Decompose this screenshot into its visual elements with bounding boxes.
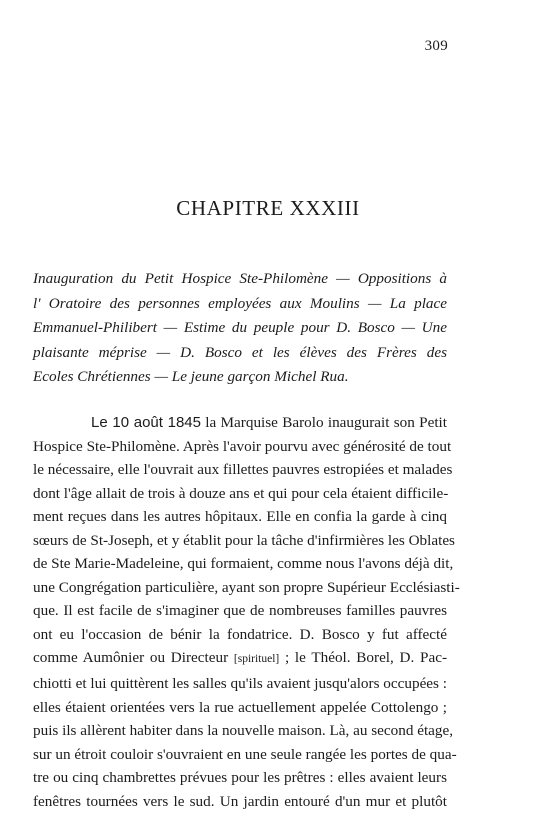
body-line: dont l'âge allait de trois à douze ans et qui pour cela étaient difficile- [33,484,449,502]
chapter-title: CHAPITRE XXXIII [176,196,360,220]
date-text: Le 10 août 1845 [91,414,201,431]
summary-line: l' Oratoire des personnes employées aux Moulins — La place [33,294,447,312]
summary-line: plaisante méprise — D. Bosco et les élèves des Frères des [33,343,447,361]
line-11-before: comme Aumônier ou Directeur [33,649,229,667]
first-line-rest: la Marquise Barolo inaugurait son Petit [205,414,447,431]
spiritual-annotation: [spirituel] [233,653,280,666]
page-number: 309 [424,38,448,54]
body-line: que. Il est facile de s'imaginer que de nombreuses familles pauvres [33,602,447,620]
summary-line: Emmanuel-Philibert — Estime du peuple pour D. Bosco — Une [33,319,447,337]
body-line: fenêtres tournées vers le sud. Un jardin entouré d'un mur et plutôt [33,792,447,810]
chapter-summary [33,267,447,390]
body-line: tre ou cinq chambrettes prévues pour les prêtres : elles avaient leurs [33,769,447,787]
body-line: puis ils allèrent habiter dans la nouvelle maison. Là, au second étage, [33,722,454,740]
line-11-after: ; le Théol. Borel, D. Pac- [284,649,448,667]
summary-line: Ecoles Chrétiennes — Le jeune garçon Michel Rua. [33,368,349,386]
body-line: une Congrégation particulière, ayant son propre Supérieur Ecclésiasti- [33,578,460,596]
body-line-spiritual [33,646,447,672]
body-line: elles étaient orientées vers la rue actuellement appelée Cottolengo ; [33,698,447,716]
body-line: ont eu l'occasion de bénir la fondatrice. D. Bosco y fut affecté [33,625,447,643]
summary-line: Inauguration du Petit Hospice Ste-Philomène — Oppositions à [33,270,447,287]
body-paragraph [33,411,460,813]
body-line: de Ste Marie-Madeleine, qui formaient, comme nous l'avons déjà dit, [33,555,454,573]
body-line: sœurs de St-Joseph, et y établit pour la tâche d'infirmières les Oblates [33,531,455,549]
body-line: sur un étroit couloir s'ouvraient en une seule rangée les portes de qua- [33,745,457,763]
body-line: chiotti et lui quittèrent les salles qu'ils avaient jusqu'alors occupées : [33,675,447,693]
body-line: le nécessaire, elle l'ouvrait aux fillettes pauvres estropiées et malades [33,461,453,479]
body-line: ment reçues dans les autres hôpitaux. Elle en confia la garde à cinq [33,508,447,526]
body-line: Hospice Ste-Philomène. Après l'avoir pourvu avec générosité de tout [33,437,452,455]
body-line-first [33,411,447,435]
